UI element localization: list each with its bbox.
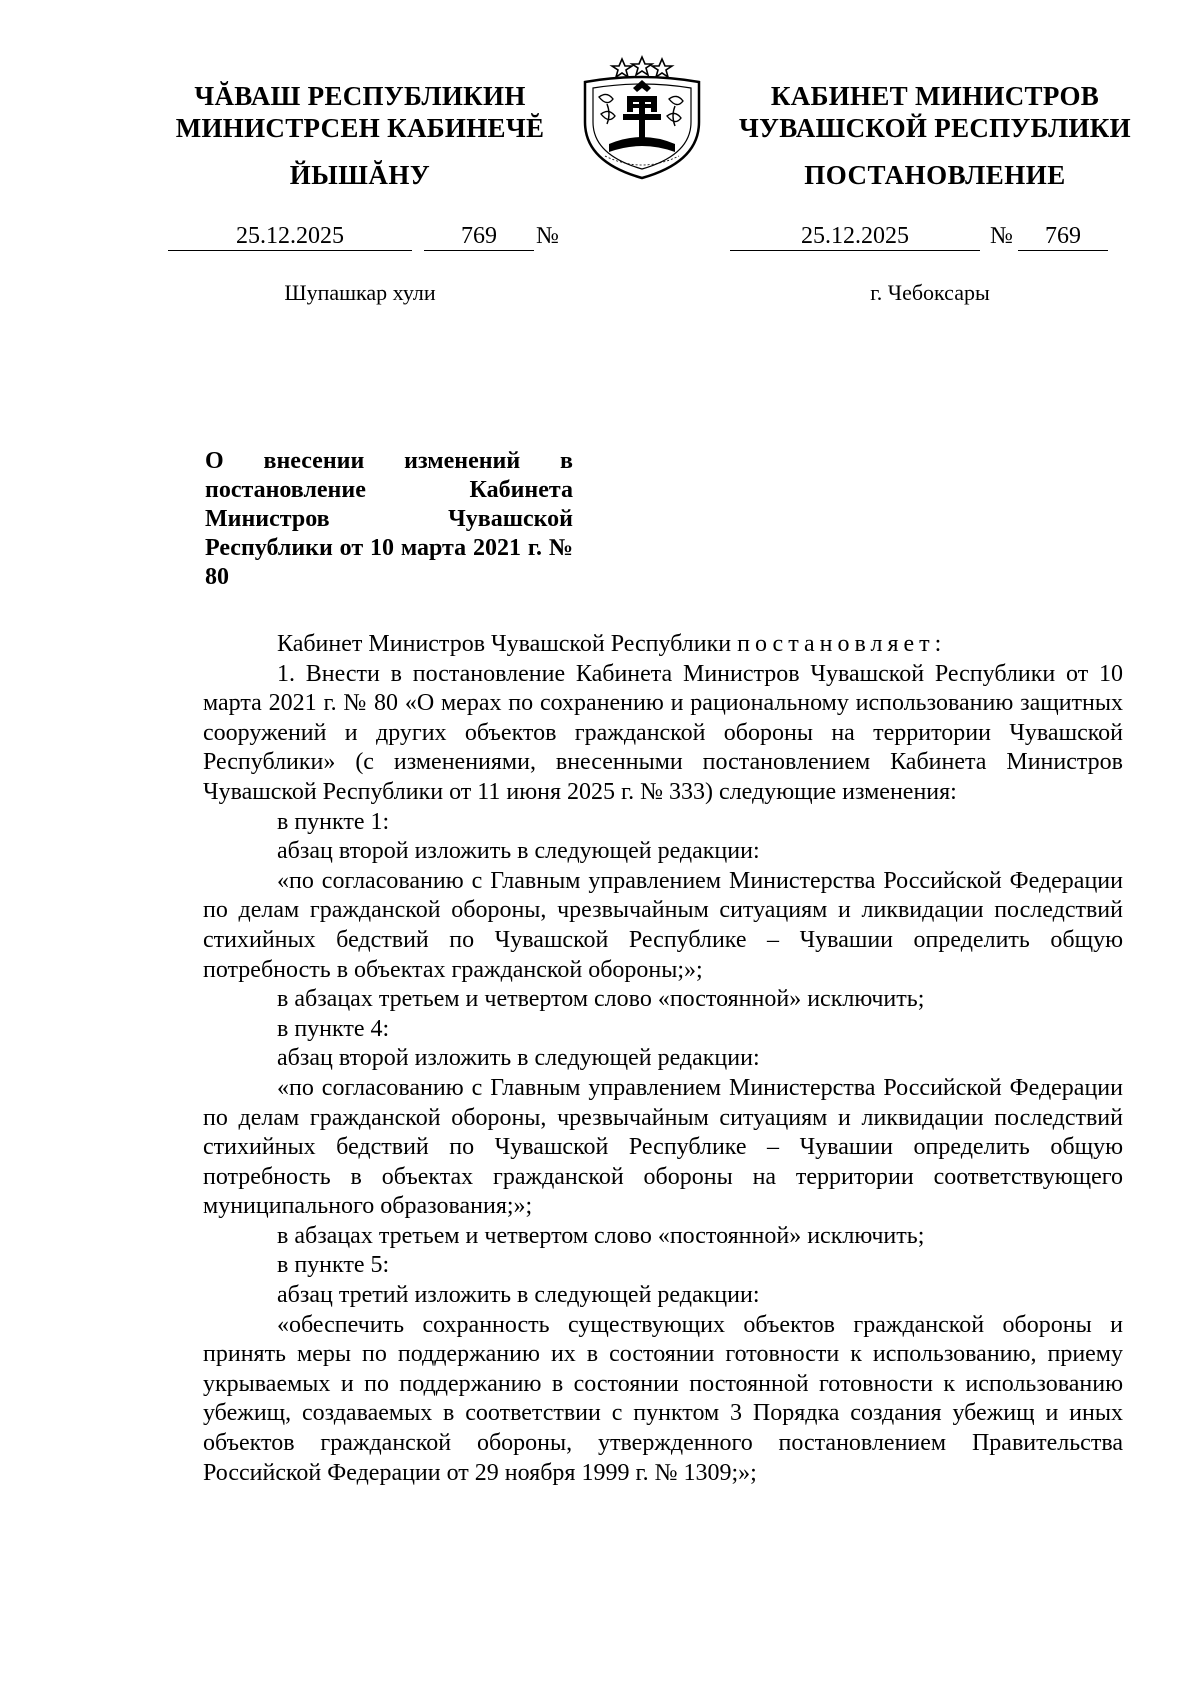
left-city: Шупашкар хули [284, 280, 436, 305]
body-paragraph: «по согласованию с Главным управлением Министерства Российской Федерации по делам гражданской обороны, чрезвычайным ситуациям и ликвидации последствий стихийных бедствий по Чувашской Республике – Чувашии определить общую потребность в объектах гражданской обороны на территории соответствующего муниципального образования;»; [203, 1074, 1123, 1220]
document-title: О внесении изменений в постановление Кабинета Министров Чувашской Республики от 10 марта 2021 г. № 80 [205, 448, 573, 590]
intro-paragraph [203, 630, 1123, 660]
body-paragraph: абзац второй изложить в следующей редакции: [277, 838, 760, 865]
right-number: 769 [1018, 222, 1108, 251]
right-number-sign: № [990, 223, 1013, 249]
header-left-authority [170, 80, 550, 144]
left-number-sign: № [536, 223, 559, 249]
left-number: 769 [424, 222, 534, 251]
header-left-doc-type: ЙЫШĂНУ [289, 160, 431, 190]
intro-prefix: Кабинет Министров Чувашской Республики [277, 631, 738, 657]
chuvash-republic-emblem-icon [567, 52, 717, 182]
header-left-line2: МИНИСТРСЕН КАБИНЕЧĔ [175, 113, 545, 143]
right-city: г. Чебоксары [870, 280, 990, 305]
body-paragraph: абзац третий изложить в следующей редакции: [277, 1282, 760, 1309]
body-paragraph: «обеспечить сохранность существующих объектов гражданской обороны и принять меры по поддержанию их в состоянии готовности к использованию, приему укрываемых и по поддержанию в состоянии постоянной готовности к использованию убежищ, создаваемых в соответствии с пунктом 3 Порядка создания убежищ и иных объектов гражданской обороны, утвержденного постановлением Правительства Российской Федерации от 29 ноября 1999 г. № 1309;»; [203, 1311, 1123, 1486]
body-paragraph: в пункте 1: [277, 808, 390, 835]
header-right-line1: КАБИНЕТ МИНИСТРОВ [770, 81, 1100, 111]
header-right-authority [735, 80, 1135, 144]
right-date: 25.12.2025 [730, 222, 980, 251]
body-paragraph: в пункте 4: [277, 1015, 390, 1042]
body-paragraph: абзац второй изложить в следующей редакции: [277, 1045, 760, 1072]
header-right-doc-type: ПОСТАНОВЛЕНИЕ [804, 160, 1066, 190]
body-paragraph: 1. Внести в постановление Кабинета Министров Чувашской Республики от 10 марта 2021 г. № 80 «О мерах по сохранению и рациональному использованию защитных сооружений и других объектов гражданской обороны на территории Чувашской Республики» (с изменениями, внесенными постановлением Кабинета Министров Чувашской Республики от 11 июня 2025 г. № 333) следующие изменения: [203, 660, 1123, 805]
body-paragraph: в пункте 5: [277, 1252, 390, 1279]
intro-verb: постановляет: [737, 631, 947, 657]
body-paragraph: в абзацах третьем и четвертом слово «постоянной» исключить; [277, 986, 925, 1013]
body-paragraph: «по согласованию с Главным управлением Министерства Российской Федерации по делам гражданской обороны, чрезвычайным ситуациям и ликвидации последствий стихийных бедствий по Чувашской Республике – Чувашии определить общую потребность в объектах гражданской обороны;»; [203, 867, 1123, 983]
header-right-line2: ЧУВАШСКОЙ РЕСПУБЛИКИ [739, 113, 1131, 143]
document-body [203, 630, 1123, 1488]
body-paragraph: в абзацах третьем и четвертом слово «постоянной» исключить; [277, 1222, 925, 1249]
left-date: 25.12.2025 [168, 222, 412, 251]
header-left-line1: ЧĂВАШ РЕСПУБЛИКИН [194, 81, 526, 111]
